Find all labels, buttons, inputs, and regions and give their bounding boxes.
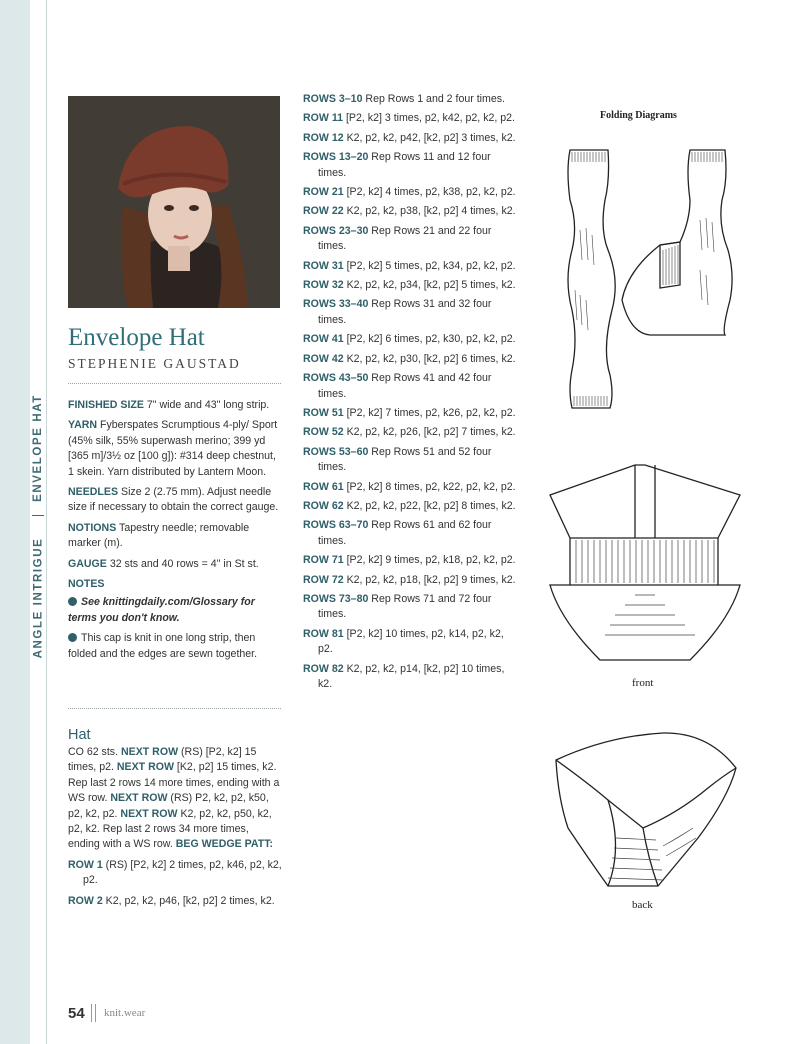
pattern-row — [303, 592, 521, 623]
row-instruction: K2, p2, k2, p22, [k2, p2] 8 times, k2. — [343, 499, 516, 512]
page-edge-rule — [46, 0, 47, 1044]
row-label: ROW 2 — [68, 894, 103, 907]
pattern-row — [303, 204, 521, 219]
row-instruction: K2, p2, k2, p18, [k2, p2] 9 times, k2. — [343, 573, 516, 586]
pattern-row — [303, 499, 521, 514]
back-fold-diagram — [548, 728, 743, 893]
hat-instructions — [68, 745, 282, 914]
pattern-row — [68, 894, 282, 909]
row-instruction: Rep Rows 1 and 2 four times. — [362, 93, 505, 105]
hat-section-heading: Hat — [68, 727, 91, 743]
section-tab-divider — [32, 515, 44, 516]
bullet-icon — [68, 633, 77, 642]
row-label: ROW 51 — [303, 406, 344, 419]
pattern-row — [303, 131, 521, 146]
row-instruction: [P2, k2] 9 times, p2, k18, p2, k2, p2. — [343, 554, 516, 567]
row-instruction: K2, p2, k2, p26, [k2, p2] 7 times, k2. — [343, 426, 516, 439]
pattern-row — [303, 553, 521, 568]
page-number: 54 — [68, 1005, 85, 1022]
row-label: ROW 21 — [303, 186, 344, 199]
hat-intro: CO 62 sts. NEXT ROW (RS) [P2, k2] 15 times, p2. NEXT ROW [K2, p2] 15 times, k2. Rep last 2 rows 14 more times, ending with a WS row. NEXT ROW (RS) P2, k2, p2, k50, p2, k2, p2. NEXT ROW K2, p2, k2, p50, k2, p2, k2. Rep last 2 rows 34 more times, ending with a WS row. BEG WEDGE PATT: — [68, 746, 280, 851]
row-label: ROW 62 — [303, 499, 344, 512]
pattern-row — [303, 425, 521, 440]
spec-finished-size: FINISHED SIZE 7" wide and 43" long strip. — [68, 399, 270, 411]
row-instruction: [P2, k2] 7 times, p2, k26, p2, k2, p2. — [343, 406, 516, 419]
row-instruction: Rep Rows 31 and 32 four times. — [318, 298, 492, 326]
row-instruction: [P2, k2] 8 times, p2, k22, p2, k2, p2. — [343, 480, 516, 493]
page-edge-band — [0, 0, 30, 1044]
row-instruction: K2, p2, k2, p14, [k2, p2] 10 times, k2. — [318, 662, 505, 690]
row-instruction: K2, p2, k2, p30, [k2, p2] 6 times, k2. — [343, 352, 516, 365]
note-item: This cap is knit in one long strip, then folded and the edges are sewn together. — [68, 632, 258, 660]
front-fold-diagram — [540, 460, 750, 670]
row-label: ROW 82 — [303, 662, 344, 675]
dotted-divider — [68, 383, 281, 384]
row-instruction: [P2, k2] 5 times, p2, k34, p2, k2, p2. — [343, 259, 516, 272]
magazine-name: knit.wear — [104, 1007, 146, 1019]
row-instruction: Rep Rows 61 and 62 four times. — [318, 519, 492, 547]
wedge-rows-list — [68, 858, 282, 909]
row-instruction: K2, p2, k2, p46, [k2, p2] 2 times, k2. — [102, 894, 275, 907]
spec-yarn: YARN Fyberspates Scrumptious 4-ply/ Sport (45% silk, 55% superwash merino; 399 yd [365 m]/3½ oz [100 g]): #314 deep chestnut, 1 skein. Yarn distributed by Lantern Moon. — [68, 419, 278, 478]
row-label: ROW 41 — [303, 333, 344, 346]
row-instruction: (RS) [P2, k2] 2 times, p2, k46, p2, k2, p2. — [83, 858, 282, 887]
row-label: ROWS 73–80 — [303, 592, 369, 605]
row-instruction: Rep Rows 21 and 22 four times. — [318, 224, 492, 253]
row-label: ROW 72 — [303, 573, 344, 586]
pattern-row — [303, 573, 521, 588]
row-label: ROWS 63–70 — [303, 519, 369, 532]
diagrams-title: Folding Diagrams — [600, 110, 677, 121]
row-instruction: Rep Rows 41 and 42 four times. — [318, 372, 492, 400]
pattern-row — [303, 224, 521, 255]
row-instruction: [P2, k2] 4 times, p2, k38, p2, k2, p2. — [343, 186, 516, 199]
pattern-row — [303, 150, 521, 181]
row-instruction: K2, p2, k2, p38, [k2, p2] 4 times, k2. — [343, 205, 516, 218]
dotted-divider — [68, 708, 281, 709]
pattern-row — [303, 185, 521, 200]
spec-notions: NOTIONS Tapestry needle; removable marker (m). — [68, 521, 250, 550]
pattern-row — [303, 111, 521, 126]
back-caption: back — [632, 899, 653, 911]
row-label: ROWS 3–10 — [303, 93, 363, 105]
pattern-row — [303, 352, 521, 367]
row-instruction: K2, p2, k2, p42, [k2, p2] 3 times, k2. — [343, 131, 516, 144]
notes-heading: NOTES — [68, 578, 105, 591]
row-label: ROW 71 — [303, 554, 344, 567]
row-label: ROW 61 — [303, 480, 344, 493]
front-caption: front — [632, 677, 654, 689]
row-label: ROWS 13–20 — [303, 151, 369, 164]
strip-folding-diagram — [550, 140, 750, 415]
section-tab-angle-intrigue[interactable]: ANGLE INTRIGUE — [32, 537, 45, 659]
row-instruction: [P2, k2] 6 times, p2, k30, p2, k2, p2. — [343, 333, 516, 346]
pattern-row — [303, 278, 521, 293]
note-item: See knittingdaily.com/Glossary for terms you don't know. — [68, 596, 255, 624]
row-label: ROW 1 — [68, 858, 103, 871]
row-label: ROWS 23–30 — [303, 224, 369, 237]
bullet-icon — [68, 597, 77, 606]
pattern-row — [303, 445, 521, 476]
pattern-row — [303, 518, 521, 549]
pattern-row — [303, 92, 521, 107]
pattern-row — [303, 259, 521, 274]
pattern-specs — [68, 398, 282, 667]
pattern-row — [303, 480, 521, 495]
row-label: ROWS 53–60 — [303, 445, 369, 458]
row-instruction: Rep Rows 71 and 72 four times. — [318, 592, 492, 621]
section-tabs — [30, 385, 46, 675]
pattern-row — [303, 371, 521, 402]
row-label: ROW 42 — [303, 352, 344, 365]
pattern-row — [303, 627, 521, 658]
pattern-row — [303, 297, 521, 328]
row-instruction: K2, p2, k2, p34, [k2, p2] 5 times, k2. — [343, 279, 516, 292]
row-label: ROW 22 — [303, 205, 344, 218]
row-instruction: [P2, k2] 10 times, p2, k14, p2, k2, p2. — [318, 627, 504, 656]
hat-model-photo — [68, 96, 280, 308]
pattern-row — [303, 406, 521, 421]
wedge-rows-list-continued — [303, 92, 521, 696]
row-label: ROW 32 — [303, 279, 344, 292]
row-label: ROW 11 — [303, 112, 344, 125]
row-label: ROW 81 — [303, 627, 344, 640]
pattern-row — [68, 858, 282, 889]
spec-gauge: GAUGE 32 sts and 40 rows = 4" in St st. — [68, 557, 259, 570]
row-label: ROWS 33–40 — [303, 298, 369, 311]
row-instruction: Rep Rows 51 and 52 four times. — [318, 445, 492, 474]
section-tab-envelope-hat[interactable]: ENVELOPE HAT — [32, 393, 44, 502]
row-label: ROW 12 — [303, 131, 344, 144]
pattern-row — [303, 662, 521, 693]
footer-separator — [91, 1004, 96, 1022]
pattern-author: STEPHENIE GAUSTAD — [68, 356, 241, 371]
row-label: ROW 31 — [303, 259, 344, 272]
row-instruction: [P2, k2] 3 times, p2, k42, p2, k2, p2. — [343, 112, 515, 125]
pattern-row — [303, 332, 521, 347]
row-instruction: Rep Rows 11 and 12 four times. — [318, 151, 491, 179]
pattern-title: Envelope Hat — [68, 324, 205, 351]
spec-needles: NEEDLES Size 2 (2.75 mm). Adjust needle size if necessary to obtain the correct gauge. — [68, 486, 279, 514]
row-label: ROW 52 — [303, 426, 344, 439]
row-label: ROWS 43–50 — [303, 372, 369, 385]
